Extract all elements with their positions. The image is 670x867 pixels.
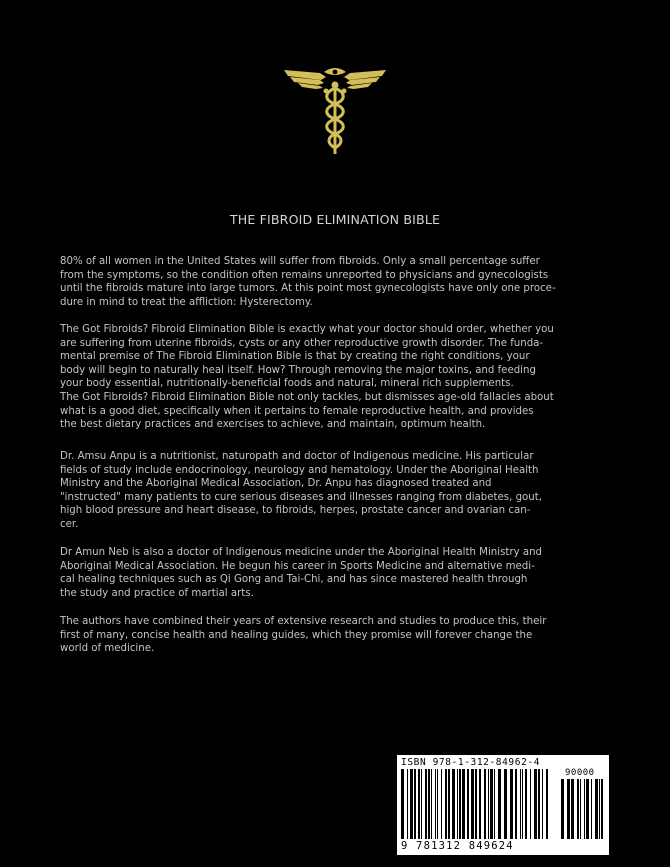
barcode-bar (577, 779, 579, 839)
text-line: The Got Fibroids? Fibroid Elimination Bible not only tackles, but dismisses age-old fallacies about (60, 391, 554, 403)
barcode-bar (431, 769, 432, 839)
barcode-bar (542, 769, 543, 839)
paragraph-author-anpu (60, 450, 615, 532)
text-line: Ministry and the Aboriginal Medical Association, Dr. Anpu has diagnosed treated and (60, 478, 492, 490)
barcode-bar (586, 779, 589, 839)
barcode-bar (599, 779, 600, 839)
barcode-bar (525, 769, 527, 839)
text-line: Dr Amun Neb is also a doctor of Indigenous medicine under the Aboriginal Health Ministry and (60, 547, 543, 558)
paragraph-premise (60, 323, 615, 432)
text-line: from the symptoms, so the condition often remains unreported to physicians and gynecologists (60, 269, 549, 281)
text-line: world of medicine. (60, 643, 155, 655)
barcode-bar (407, 769, 408, 839)
barcode-bars (401, 769, 551, 839)
paragraph-closing (60, 615, 615, 656)
barcode-bar (567, 779, 570, 839)
text-line: what is a good diet, specifically when it pertains to female reproductive health, and provides (60, 405, 534, 417)
text-line: The authors have combined their years of extensive research and studies to produce this, their (60, 616, 547, 627)
barcode-addon-price: 90000 (565, 768, 595, 778)
barcode-bar (475, 769, 477, 839)
caduceus-eye-of-horus-icon (280, 62, 390, 158)
barcode-bar (445, 769, 447, 839)
barcode-bar (448, 769, 450, 839)
barcode-bar (484, 769, 486, 839)
text-line: Aboriginal Medical Association. He begun his career in Sports Medicine and alternative medi- (60, 560, 535, 572)
text-line: cer. (60, 518, 79, 530)
barcode-bar (421, 769, 422, 839)
isbn-label: ISBN 978-1-312-84962-4 (401, 757, 541, 768)
text-line: The Got Fibroids? Fibroid Elimination Bible is exactly what your doctor should order, whether you (60, 324, 554, 335)
barcode-bar (580, 779, 581, 839)
text-line: until the fibroids mature into large tumors. At this point most gynecologists have only one proce- (60, 283, 556, 295)
barcode-bar (488, 769, 489, 839)
paragraph-author-neb (60, 546, 615, 600)
barcode-bar (459, 769, 461, 839)
barcode-bar (414, 769, 416, 839)
barcode-addon-bars (561, 779, 603, 839)
barcode-bar (601, 779, 603, 839)
barcode-bar (584, 779, 585, 839)
barcode-bar (520, 769, 521, 839)
text-line: the best dietary practices and exercises to achieve, and maintain, optimum health. (60, 419, 486, 431)
barcode-bar (591, 779, 592, 839)
text-line: dure in mind to treat the affliction: Hysterectomy. (60, 296, 313, 308)
barcode-bar (530, 769, 531, 839)
barcode-bar (437, 769, 438, 839)
barcode-bar (494, 769, 495, 839)
text-line: cal healing techniques such as Qi Gong and Tai-Chi, and has since mastered health through (60, 574, 528, 586)
barcode-bar (534, 769, 537, 839)
barcode-bar (538, 769, 540, 839)
text-line: are suffering from uterine fibroids, cysts or any other reproductive growth disorder. The funda- (60, 337, 544, 349)
barcode-bar (504, 769, 507, 839)
barcode-bar (479, 769, 481, 839)
text-line: first of many, concise health and healing guides, which they promise will forever change the (60, 629, 533, 641)
barcode-bar (490, 769, 493, 839)
isbn-barcode (397, 755, 609, 855)
paragraph-intro (60, 255, 615, 309)
barcode-bar (418, 769, 420, 839)
barcode-bar (425, 769, 427, 839)
barcode-bar (410, 769, 413, 839)
barcode-bar (467, 769, 469, 839)
text-line: the study and practice of martial arts. (60, 587, 254, 599)
barcode-bar (510, 769, 513, 839)
text-line: body will begin to naturally heal itself. How? Through removing the major toxins, and feeding (60, 364, 536, 376)
barcode-bar (498, 769, 501, 839)
barcode-bar (561, 779, 564, 839)
barcode-bar (571, 779, 574, 839)
barcode-bar (595, 779, 598, 839)
barcode-bar (457, 769, 458, 839)
barcode-bar (462, 769, 465, 839)
text-line: your body essential, nutritionally-beneficial foods and natural, mineral rich supplements. (60, 378, 514, 390)
text-line: 80% of all women in the United States will suffer from fibroids. Only a small percentage suffer (60, 256, 540, 267)
barcode-bar (428, 769, 430, 839)
text-line: high blood pressure and heart disease, to fibroids, herpes, prostate cancer and ovarian can- (60, 505, 531, 517)
barcode-bar (546, 769, 548, 839)
barcode-digits: 9 781312 849624 (401, 840, 514, 852)
barcode-bar (471, 769, 474, 839)
text-line: mental premise of The Fibroid Elimination Bible is that by creating the right conditions, your (60, 351, 530, 363)
book-title: THE FIBROID ELIMINATION BIBLE (229, 212, 441, 227)
text-line: fields of study include endocrinology, neurology and hematology. Under the Aboriginal Health (60, 464, 539, 476)
barcode-bar (435, 769, 436, 839)
barcode-bar (522, 769, 523, 839)
barcode-bar (515, 769, 517, 839)
text-line: Dr. Amsu Anpu is a nutritionist, naturopath and doctor of Indigenous medicine. His particular (60, 451, 534, 462)
barcode-bar (452, 769, 455, 839)
text-line: "instructed" many patients to cure serious diseases and illnesses ranging from diabetes, gout, (60, 491, 542, 503)
barcode-bar (401, 769, 404, 839)
barcode-bar (441, 769, 442, 839)
